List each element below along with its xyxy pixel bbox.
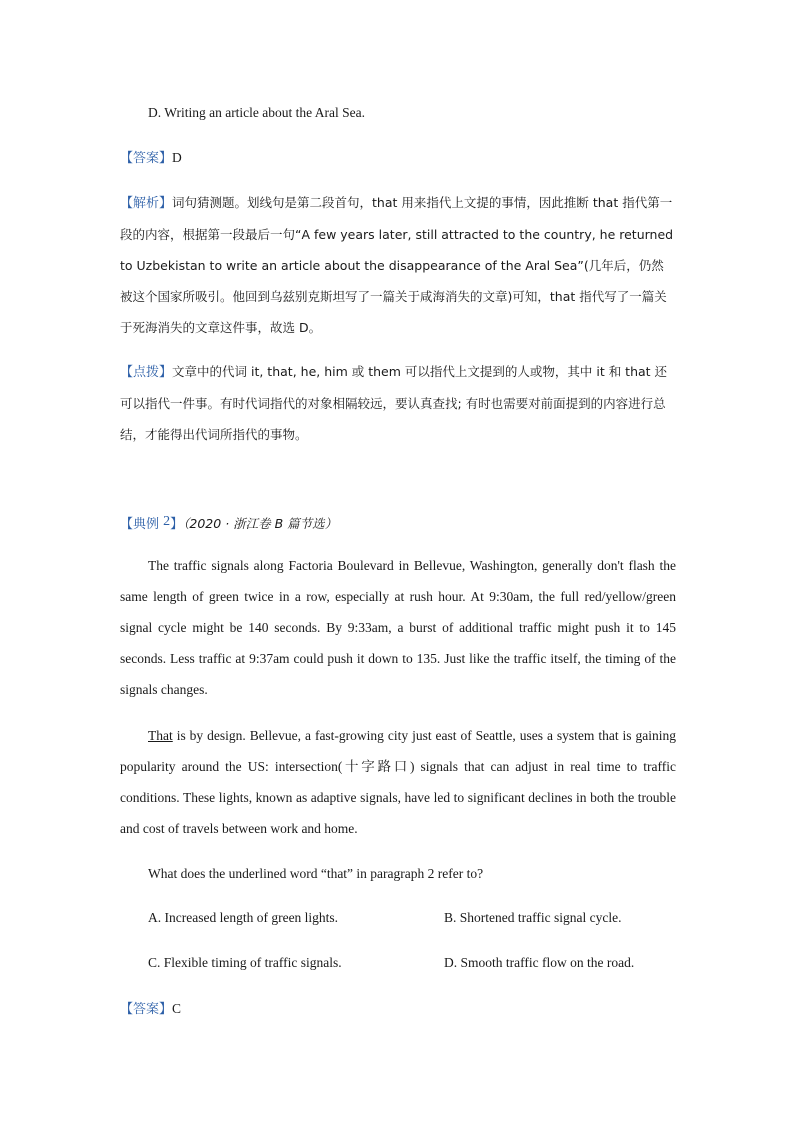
option-b: B. Shortened traffic signal cycle.	[444, 910, 622, 925]
analysis-text: 词句猜测题。划线句是第二段首句，that 用来指代上文提的事情，因此推断 that 指代第一段的内容，根据第一段最后一句“A few years later, still attracted to the country, he returned to Uzbekistan to write an article about the disappearance of the Aral Sea”(几年后，仍然被这个国家所吸引。他回到乌兹别克斯坦写了一篇关于咸海消失的文章)可知，that 指代写了一篇关于死海消失的文章这件事，故选 D。	[120, 195, 674, 335]
option-a: A. Increased length of green lights.	[148, 910, 339, 925]
option-d: D. Smooth traffic flow on the road.	[444, 955, 635, 970]
answer-tag: 【答案】	[120, 151, 173, 166]
example-source: （2020 · 浙江卷 B 篇节选）	[183, 516, 338, 531]
option-c: C. Flexible timing of traffic signals.	[148, 955, 342, 970]
passage-paragraph-1: The traffic signals along Factoria Boulevard in Bellevue, Washington, generally don't flash the same length of green twice in a row, especially at rush hour. At 9:30am, the full red/yellow/green signal cycle might be 140 seconds. By 9:33am, a burst of additional traffic might push it to 145 seconds. Less traffic at 9:37am could push it down to 135. Just like the traffic itself, the timing of the signals changes.	[120, 558, 676, 697]
underlined-word: That	[148, 728, 173, 743]
answer-tag: 【答案】	[120, 1002, 173, 1017]
example-heading: 【典例 2】（2020 · 浙江卷 B 篇节选）	[120, 514, 338, 532]
tip-section	[120, 356, 676, 450]
passage-paragraph-2: That is by design. Bellevue, a fast-growing city just east of Seattle, uses a system that is gaining popularity around the US: intersection(十字路口) signals that can adjust in real time to traffic conditions. These lights, known as adaptive signals, have led to significant declines in both the trouble and cost of travels between work and home.	[120, 728, 676, 836]
answer-value: D	[172, 150, 182, 165]
answer-value: C	[172, 1001, 182, 1016]
example-number: 2	[163, 514, 171, 529]
analysis-tag: 【解析】	[120, 196, 173, 211]
analysis-section	[120, 187, 676, 343]
previous-option-d: D. Writing an article about the Aral Sea.	[148, 105, 366, 120]
example-answer	[120, 993, 676, 1025]
tip-tag: 【点拨】	[120, 365, 173, 380]
question-text: What does the underlined word “that” in paragraph 2 refer to?	[148, 866, 484, 881]
previous-answer	[120, 142, 676, 174]
tip-text: 文章中的代词 it, that, he, him 或 them 可以指代上文提到的人或物，其中 it 和 that 还可以指代一件事。有时代词指代的对象相隔较远，要认真查找; 有时也需要对前面提到的内容进行总结，才能得出代词所指代的事物。	[120, 364, 668, 442]
